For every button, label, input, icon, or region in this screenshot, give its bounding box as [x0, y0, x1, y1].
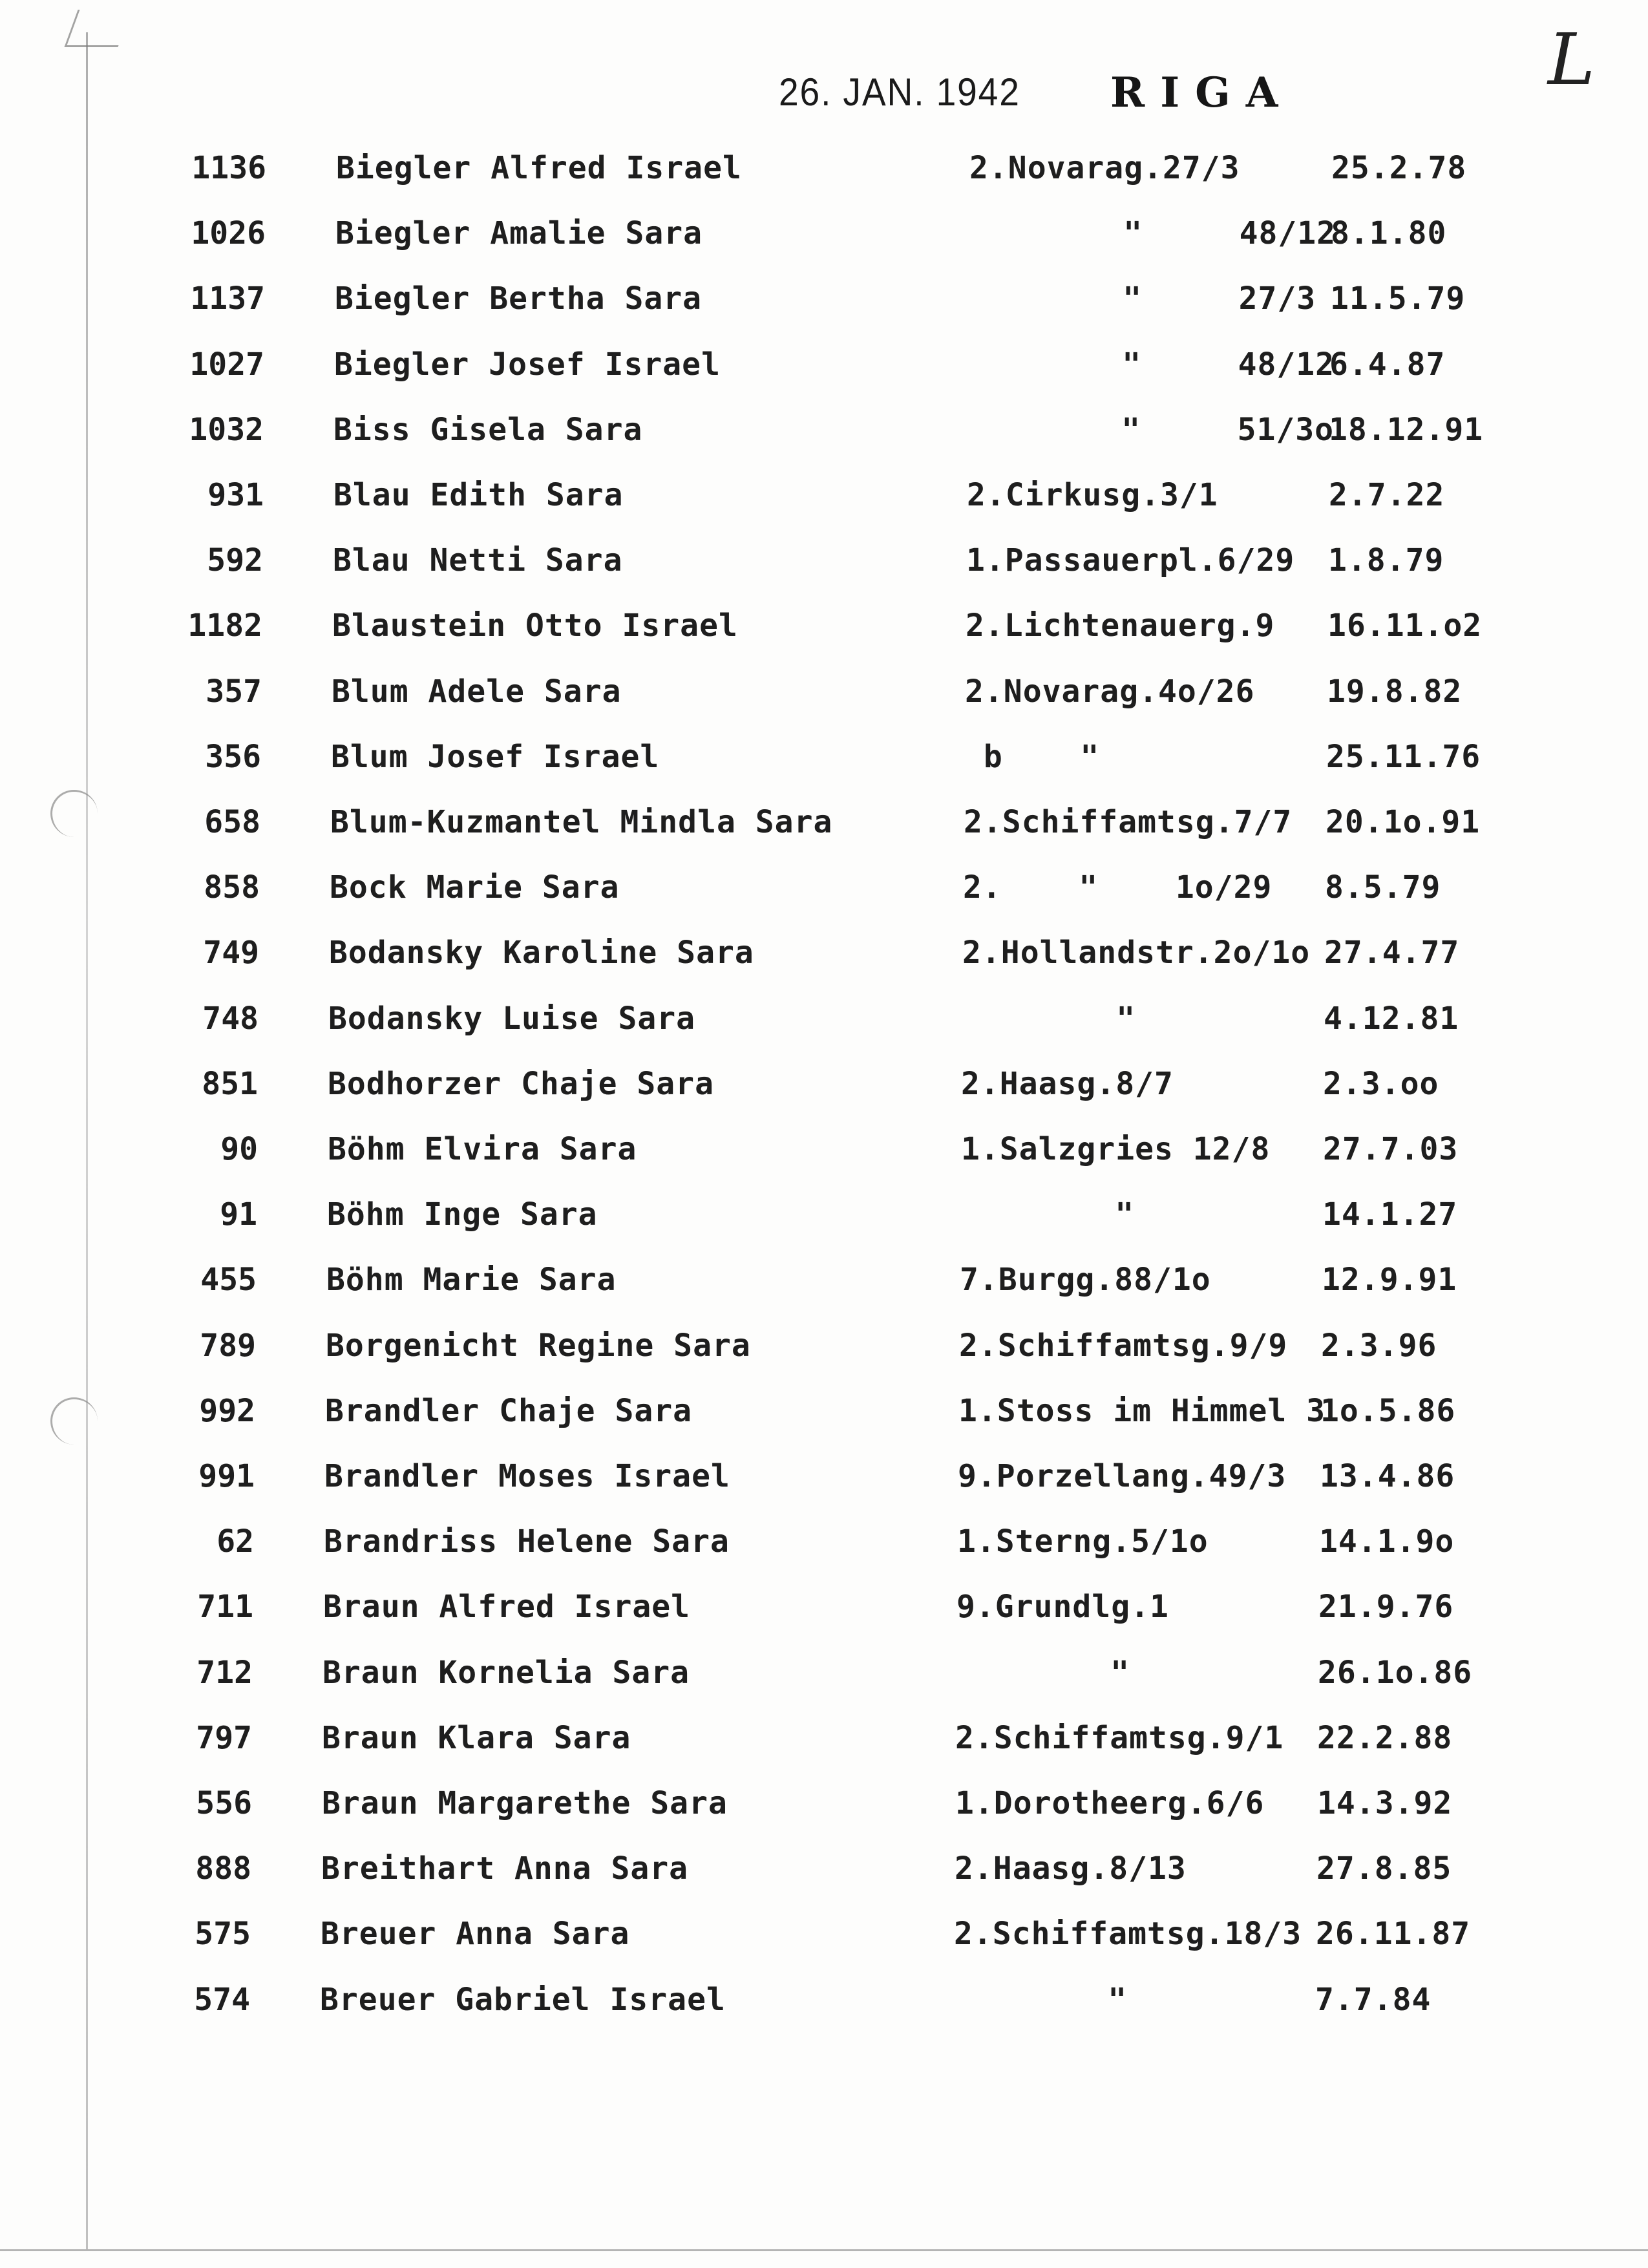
entry-number: 574 [194, 1981, 250, 2018]
street-address: 9.Grundlg.1 [956, 1589, 1169, 1626]
entry-number: 356 [205, 738, 261, 775]
person-name: Bodansky Luise Sara [328, 1000, 696, 1037]
table-row [0, 1584, 1648, 1629]
entry-number: 789 [200, 1327, 256, 1364]
corner-fold-mark [64, 10, 131, 47]
birth-date: 8.5.79 [1325, 869, 1441, 906]
entry-number: 357 [206, 673, 262, 710]
street-address: 2.Schiffamtsg.7/7 [964, 804, 1293, 840]
entry-number: 658 [204, 804, 260, 840]
street-address: " 48/12 [969, 215, 1336, 252]
birth-date: 2.7.22 [1329, 477, 1445, 513]
street-address: " [960, 1196, 1135, 1233]
birth-date: 2.3.96 [1321, 1327, 1437, 1364]
person-name: Brandler Moses Israel [324, 1458, 730, 1494]
table-row [0, 538, 1648, 583]
street-address: 7.Burgg.88/1o [960, 1262, 1211, 1298]
person-name: Biegler Alfred Israel [336, 150, 742, 186]
birth-date: 27.7.03 [1323, 1131, 1459, 1167]
entry-number: 455 [200, 1262, 257, 1298]
birth-date: 14.1.27 [1322, 1196, 1458, 1233]
table-row [0, 211, 1648, 256]
street-address: 1.Stoss im Himmel 3 [958, 1392, 1326, 1429]
birth-date: 4.12.81 [1324, 1000, 1459, 1037]
table-row [0, 342, 1648, 387]
street-address: 2.Novarag.27/3 [969, 150, 1240, 186]
table-row [0, 1846, 1648, 1891]
entry-number: 1136 [191, 150, 266, 186]
street-address: 2.Haasg.8/7 [961, 1065, 1174, 1102]
entry-number: 1182 [187, 608, 262, 644]
birth-date: 22.2.88 [1317, 1719, 1453, 1756]
street-address: 1.Passauerpl.6/29 [966, 542, 1295, 579]
birth-date: 26.1o.86 [1318, 1654, 1473, 1691]
person-name: Braun Kornelia Sara [322, 1654, 690, 1691]
person-name: Breithart Anna Sara [321, 1850, 689, 1887]
table-row [0, 1127, 1648, 1172]
person-name: Blum Josef Israel [331, 738, 660, 775]
street-address: " 51/3o [967, 411, 1335, 448]
person-name: Brandler Chaje Sara [325, 1392, 693, 1429]
entry-number: 797 [196, 1719, 252, 1756]
entry-number: 712 [196, 1654, 253, 1691]
street-address: " [962, 1000, 1136, 1037]
person-name: Blaustein Otto Israel [332, 608, 738, 644]
entry-number: 1137 [190, 281, 265, 317]
street-address: 1.Dorotheerg.6/6 [955, 1785, 1265, 1821]
birth-date: 14.3.92 [1317, 1785, 1453, 1821]
table-row [0, 1650, 1648, 1695]
person-name: Borgenicht Regine Sara [326, 1327, 751, 1364]
street-address: 9.Porzellang.49/3 [958, 1458, 1287, 1494]
person-name: Blum-Kuzmantel Mindla Sara [330, 804, 833, 840]
birth-date: 11.5.79 [1330, 281, 1466, 317]
table-row [0, 930, 1648, 975]
entry-number: 991 [198, 1458, 255, 1494]
table-row [0, 407, 1648, 452]
street-address: 2.Schiffamtsg.9/1 [955, 1719, 1284, 1756]
birth-date: 19.8.82 [1327, 673, 1463, 710]
page-edge-line [0, 2249, 1648, 2251]
table-row [0, 1519, 1648, 1564]
entry-number: 1032 [189, 411, 264, 448]
person-name: Biegler Amalie Sara [335, 215, 703, 252]
person-name: Braun Klara Sara [322, 1719, 631, 1756]
birth-date: 18.12.91 [1329, 411, 1484, 448]
table-row [0, 1454, 1648, 1499]
entry-number: 1026 [191, 215, 266, 252]
street-address: " 48/12 [967, 346, 1335, 383]
street-address: b " [964, 738, 1100, 775]
table-row [0, 734, 1648, 779]
birth-date: 25.11.76 [1326, 738, 1481, 775]
birth-date: 20.1o.91 [1326, 804, 1481, 840]
street-address: 2.Cirkusg.3/1 [967, 477, 1218, 513]
birth-date: 16.11.o2 [1327, 608, 1483, 644]
street-address: 2.Hollandstr.2o/1o [962, 935, 1311, 971]
street-address: " [953, 1981, 1128, 2018]
table-row [0, 669, 1648, 714]
entry-number: 91 [220, 1196, 257, 1233]
table-row [0, 1192, 1648, 1237]
table-row [0, 1781, 1648, 1826]
table-row [0, 1715, 1648, 1761]
entry-number: 62 [217, 1523, 254, 1560]
table-row [0, 1388, 1648, 1434]
person-name: Böhm Inge Sara [327, 1196, 598, 1233]
entry-number: 592 [207, 542, 263, 579]
person-name: Breuer Gabriel Israel [320, 1981, 726, 2018]
street-address: 2.Haasg.8/13 [955, 1850, 1187, 1887]
person-name: Biegler Josef Israel [334, 346, 721, 383]
street-address: 2. " 1o/29 [963, 869, 1273, 906]
table-row [0, 276, 1648, 321]
birth-date: 27.8.85 [1316, 1850, 1452, 1887]
table-row [0, 145, 1648, 191]
birth-date: 8.1.80 [1331, 215, 1447, 252]
person-name: Bodansky Karoline Sara [329, 935, 754, 971]
birth-date: 13.4.86 [1320, 1458, 1455, 1494]
entry-number: 1027 [189, 346, 264, 383]
person-name: Biss Gisela Sara [333, 411, 643, 448]
person-name: Braun Margarethe Sara [322, 1785, 728, 1821]
street-address: 2.Lichtenauerg.9 [966, 608, 1275, 644]
table-row [0, 865, 1648, 910]
birth-date: 2.3.oo [1323, 1065, 1439, 1102]
table-row [0, 1977, 1648, 2022]
street-address: 2.Schiffamtsg.9/9 [959, 1327, 1288, 1364]
person-name: Blum Adele Sara [332, 673, 622, 710]
person-name: Blau Netti Sara [333, 542, 623, 579]
birth-date: 6.4.87 [1329, 346, 1446, 383]
entry-number: 992 [199, 1392, 255, 1429]
birth-date: 1.8.79 [1328, 542, 1444, 579]
person-name: Brandriss Helene Sara [324, 1523, 730, 1560]
street-address: 1.Sterng.5/1o [957, 1523, 1209, 1560]
table-row [0, 1323, 1648, 1368]
person-name: Böhm Elvira Sara [328, 1131, 637, 1167]
table-row [0, 996, 1648, 1041]
table-row [0, 603, 1648, 648]
entry-number: 858 [204, 869, 260, 906]
birth-date: 14.1.9o [1319, 1523, 1455, 1560]
street-address: 1.Salzgries 12/8 [961, 1131, 1271, 1167]
person-name: Biegler Bertha Sara [335, 281, 703, 317]
person-name: Blau Edith Sara [333, 477, 624, 513]
street-address: " 27/3 [968, 281, 1316, 317]
person-name: Braun Alfred Israel [323, 1589, 691, 1626]
table-row [0, 800, 1648, 845]
entry-number: 575 [195, 1916, 251, 1953]
person-name: Böhm Marie Sara [326, 1262, 617, 1298]
entry-number: 711 [197, 1589, 253, 1626]
table-row [0, 1911, 1648, 1956]
birth-date: 12.9.91 [1322, 1262, 1457, 1298]
table-row [0, 472, 1648, 518]
birth-date: 1o.5.86 [1320, 1392, 1456, 1429]
person-name: Breuer Anna Sara [321, 1916, 630, 1953]
table-row [0, 1257, 1648, 1302]
entry-number: 90 [220, 1131, 258, 1167]
person-name: Bock Marie Sara [330, 869, 620, 906]
entry-number: 931 [207, 477, 264, 513]
entry-number: 748 [202, 1000, 259, 1037]
entry-number: 556 [196, 1785, 252, 1821]
street-address: 2.Schiffamtsg.18/3 [954, 1916, 1302, 1953]
birth-date: 27.4.77 [1324, 935, 1460, 971]
street-address: 2.Novarag.4o/26 [965, 673, 1255, 710]
destination-city: RIGA [1110, 69, 1294, 117]
person-name: Bodhorzer Chaje Sara [328, 1065, 714, 1102]
birth-date: 26.11.87 [1316, 1916, 1471, 1953]
birth-date: 25.2.78 [1331, 150, 1467, 186]
entry-number: 749 [203, 935, 259, 971]
deportation-date-stamp: 26. JAN. 1942 [779, 70, 1020, 114]
table-row [0, 1061, 1648, 1107]
handwritten-letter: L [1548, 18, 1596, 101]
street-address: " [956, 1654, 1130, 1691]
birth-date: 21.9.76 [1318, 1589, 1454, 1626]
birth-date: 7.7.84 [1315, 1981, 1431, 2018]
entry-number: 851 [202, 1065, 258, 1102]
entry-number: 888 [195, 1850, 251, 1887]
